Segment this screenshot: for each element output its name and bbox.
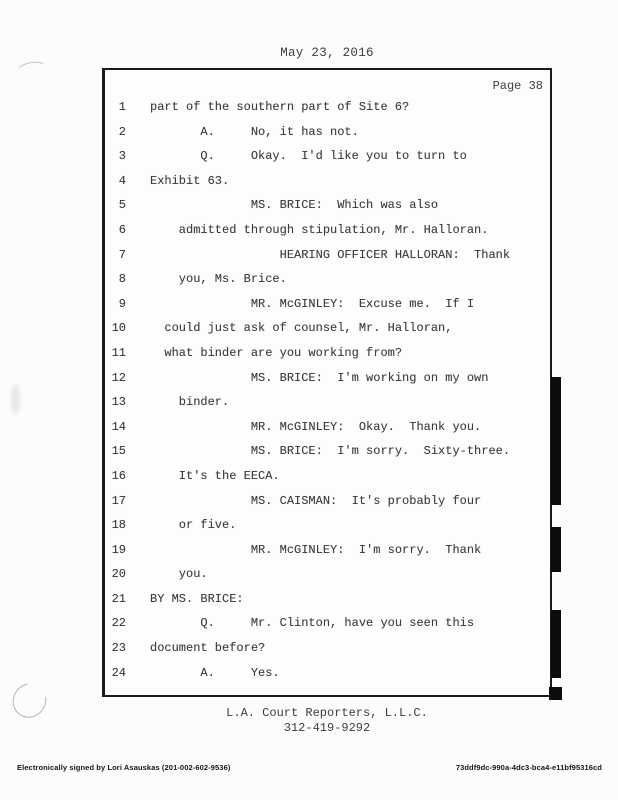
transcript-line — [105, 538, 550, 563]
document-id-text: 73ddf9dc-990a-4dc3-bca4-e11bf95316cd — [455, 763, 602, 772]
page-number-label: Page 38 — [492, 79, 543, 93]
transcript-line — [105, 366, 550, 391]
line-number: 18 — [111, 518, 126, 533]
line-number: 17 — [111, 493, 126, 508]
line-number: 2 — [118, 124, 126, 139]
line-number: 1 — [118, 100, 126, 114]
transcript-line — [105, 611, 550, 636]
line-number: 14 — [111, 419, 126, 434]
line-number: 15 — [111, 444, 126, 459]
electronic-signature-text: Electronically signed by Lori Asauskas (201-002-602-9536) — [17, 763, 231, 772]
scan-artifact-ring-bottom-left — [6, 677, 53, 725]
line-number: 10 — [111, 321, 126, 336]
transcript-line — [105, 169, 550, 194]
line-number: 23 — [111, 641, 126, 656]
line-text: MS. BRICE: I'm sorry. Sixty-three. — [150, 444, 511, 459]
scan-artifact-bar-1 — [551, 377, 561, 505]
transcript-line — [105, 144, 550, 169]
transcript-line — [105, 464, 550, 489]
transcript-line — [105, 316, 550, 341]
transcript-page-frame — [102, 68, 552, 697]
line-number: 12 — [111, 370, 126, 385]
line-number: 19 — [111, 542, 126, 557]
reporter-phone: 312-419-9292 — [283, 721, 371, 735]
line-text: A. No, it has not. — [150, 124, 359, 139]
line-number: 4 — [118, 173, 126, 188]
line-text: Q. Okay. I'd like you to turn to — [150, 149, 467, 164]
line-number: 7 — [118, 247, 126, 262]
header-date: May 23, 2016 — [280, 46, 374, 60]
transcript-line — [105, 341, 550, 366]
transcript-line — [105, 95, 550, 120]
scan-artifact-bar-3 — [551, 610, 561, 678]
transcript-line — [105, 292, 550, 317]
line-number: 21 — [111, 591, 126, 606]
line-text: MS. BRICE: Which was also — [150, 198, 439, 213]
transcript-line — [105, 661, 550, 686]
line-text: MR. McGINLEY: Excuse me. If I — [150, 296, 475, 311]
line-number: 13 — [111, 395, 126, 410]
line-text: MS. CAISMAN: It's probably four — [150, 493, 482, 508]
transcript-line — [105, 390, 550, 415]
transcript-line — [105, 513, 550, 538]
reporter-company: L.A. Court Reporters, L.L.C. — [226, 706, 428, 720]
line-text: A. Yes. — [150, 665, 280, 680]
line-text: or five. — [150, 518, 237, 533]
line-text: BY MS. BRICE: — [150, 591, 244, 606]
transcript-line — [105, 267, 550, 292]
line-number: 9 — [118, 296, 126, 311]
scan-artifact-bar-2 — [551, 527, 561, 572]
line-text: It's the EECA. — [150, 468, 280, 483]
line-text: you, Ms. Brice. — [150, 272, 287, 287]
line-number: 24 — [111, 665, 126, 680]
transcript-line — [105, 193, 550, 218]
line-text: HEARING OFFICER HALLORAN: Thank — [150, 247, 511, 262]
scan-artifact-arc-top-left — [15, 59, 50, 82]
line-number: 20 — [111, 567, 126, 582]
line-number: 5 — [118, 198, 126, 213]
transcript-line — [105, 489, 550, 514]
line-number: 22 — [111, 616, 126, 631]
reporter-footer — [102, 706, 552, 736]
transcript-line — [105, 562, 550, 587]
line-number: 3 — [118, 149, 126, 164]
line-text: could just ask of counsel, Mr. Halloran, — [150, 321, 453, 336]
line-text: what binder are you working from? — [150, 345, 403, 360]
transcript-line — [105, 120, 550, 145]
line-text: document before? — [150, 641, 266, 656]
scan-artifact-corner-mark — [549, 687, 562, 700]
line-text: part of the southern part of Site 6? — [150, 100, 410, 114]
line-text: Exhibit 63. — [150, 173, 230, 188]
line-text: MS. BRICE: I'm working on my own — [150, 370, 489, 385]
line-text: you. — [150, 567, 208, 582]
line-number: 11 — [111, 345, 126, 360]
line-text: binder. — [150, 395, 230, 410]
line-text: admitted through stipulation, Mr. Halloran. — [150, 222, 489, 237]
line-text: MR. McGINLEY: I'm sorry. Thank — [150, 542, 482, 557]
transcript-line — [105, 587, 550, 612]
transcript-line — [105, 636, 550, 661]
line-text: Q. Mr. Clinton, have you seen this — [150, 616, 475, 631]
line-number: 6 — [118, 222, 126, 237]
scan-artifact-smudge-mid-left — [11, 384, 20, 414]
transcript-line — [105, 415, 550, 440]
transcript-line — [105, 439, 550, 464]
line-text: MR. McGINLEY: Okay. Thank you. — [150, 419, 482, 434]
transcript-line — [105, 218, 550, 243]
line-number: 8 — [118, 272, 126, 287]
transcript-lines — [105, 95, 550, 685]
line-number: 16 — [111, 468, 126, 483]
transcript-line — [105, 243, 550, 268]
